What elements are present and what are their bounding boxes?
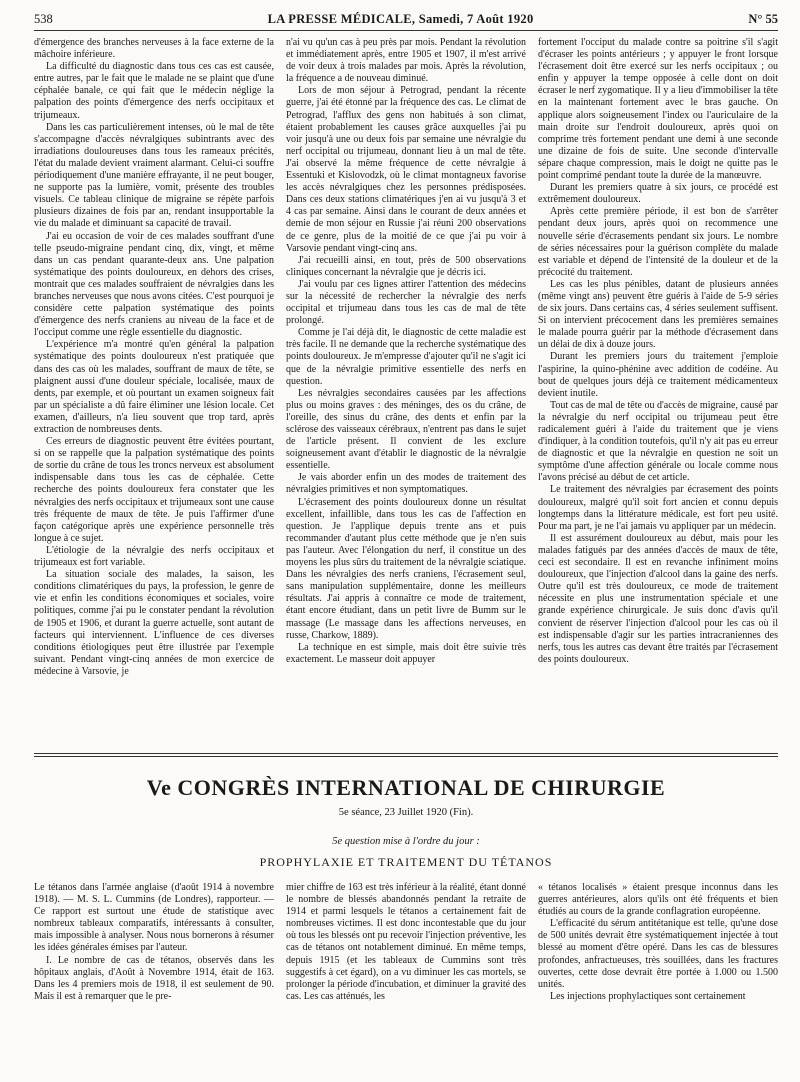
paragraph: Après cette première période, il est bon de s'arrêter pendant deux jours, après quoi on recommence une nouvelle série d'écrasements pendant six jours. Le nombre de séries nécessaires pour la guérison complète du malade est variable et dépend de l'intensité de la douleur et de la précocité du traitement. (538, 206, 778, 278)
paragraph: J'ai eu occasion de voir de ces malades souffrant d'une telle pseudo-migraine pendant cinq, dix, vingt, et même dans un cas pendant quarante-deux ans. Une palpation systématique des points douloureux, en dehors des crises, montrait que ces malades souffraient de névralgies dans les branches nerveuses que nous avons citées. C'est pourquoi je considère cette palpation systématique des points d'émergence des nerfs craniens au niveau de la face et de l'occiput comme une règle essentielle du diagnostic. (34, 230, 274, 339)
section-divider (34, 753, 778, 757)
paragraph: Comme je l'ai déjà dit, le diagnostic de cette maladie est très facile. Il ne demande que la recherche systématique des points douloureux. Je m'empresse d'ajouter qu'il ne s'agit ici que de la névralgie primitive essentielle des nerfs en question. (286, 327, 526, 387)
paragraph: Les névralgies secondaires causées par les affections plus ou moins graves : des méninges, des os du crâne, de l'oreille, des sinus du crâne, des dents et enfin par la sclérose des vaisseaux cérébraux, n'entrent pas dans le sujet de l'article présent. Il convient de les exclure soigneusement avant d'établir le diagnostic de la névralgie essentielle. (286, 387, 526, 472)
paragraph: Ces erreurs de diagnostic peuvent être évitées pourtant, si on se rappelle que la palpation systématique des points de sortie du crâne de tous les troncs nerveux est absolument indispensable dans tous les cas de céphalée. Cette recherche des points douloureux fera constater que les névralgies des nerfs occipitaux et trijumeaux sont une cause très fréquente de maux de tête. Je puis l'affirmer d'une façon catégorique après une expérience personnelle très longue à ce sujet. (34, 436, 274, 544)
article-columns (34, 37, 778, 747)
congress-section-header (34, 775, 778, 870)
paragraph: « tétanos localisés » étaient presque inconnus dans les guerres antérieures, alors qu'ils ont été fréquents et bien étudiés au cours de la grande conflagration européenne. (538, 882, 778, 918)
congress-title: Ve CONGRÈS INTERNATIONAL DE CHIRURGIE (146, 775, 666, 800)
report-column-1 (34, 882, 274, 1052)
subject-heading: PROPHYLAXIE ET TRAITEMENT DU TÉTANOS (259, 855, 553, 869)
paragraph: Le tétanos dans l'armée anglaise (d'août 1914 à novembre 1918). — M. S. L. Cummins (de Londres), rapporteur. — Ce rapport est surtout une étude de statistique avec nombreux tableaux comparatifs, intéressants à consulter, mais impossible à analyser. Nous nous bornerons à résumer les idées générales émises par l'auteur. (34, 882, 274, 954)
page-number: 538 (34, 11, 53, 26)
report-column-2 (286, 882, 526, 1052)
report-column-3 (538, 882, 778, 1052)
paragraph: La situation sociale des malades, la saison, les conditions climatériques du pays, la profession, le genre de vie et enfin les conditions économiques et sociales, voire politiques, comme j'ai pu le constater pendant la révolution de 1905 et 1906, et durant la guerre actuelle, sont autant de facteurs qui interviennent. L'influence de ces diverses conditions étiologiques peut être illustrée par l'exemple suivant. Pendant vingt-cinq années de mon exercice de médecine à Varsovie, je (34, 569, 274, 677)
issue-number: N° 55 (748, 11, 778, 26)
paragraph: L'expérience m'a montré qu'en général la palpation systématique des points douloureux n'est pratiquée que dans des cas où les malades, souffrant de maux de tête, se plaignent aussi d'une douleur spéciale, localisée, maux de dents, par exemple, et où pourtant un examen soigneux fait par un spécialiste a dû faire éliminer une lésion locale. Cet examen, d'ailleurs, n'a lieu souvent que trop tard, après extraction de nombreuses dents. (34, 339, 274, 435)
paragraph: d'émergence des branches nerveuses à la face externe de la mâchoire inférieure. (34, 37, 274, 61)
paragraph: L'efficacité du sérum antitétanique est telle, qu'une dose de 500 unités devrait être systématiquement injectée à tout blessé au moment d'être opéré. Dans les cas de blessures profondes, anfractueuses, très souillées, dans les fractures ouvertes, cette dose devrait être portée à 1.000 ou 1.500 unités. (538, 918, 778, 990)
page-header (34, 8, 778, 31)
paragraph: Les injections prophylactiques sont certainement (550, 990, 746, 1002)
report-columns (34, 882, 778, 1052)
article-column-1 (34, 37, 274, 747)
paragraph: Le traitement des névralgies par écrasement des points douloureux, malgré qu'il soit fort ancien et connu depuis longtemps dans la littérature médicale, est fort peu usité. Pour ma part, je ne l'ai jamais vu appliquer par un médecin. (538, 484, 778, 532)
paragraph: n'ai vu qu'un cas à peu près par mois. Pendant la révolution et immédiatement après, entre 1905 et 1907, il m'est arrivé de voir deux à trois malades par mois. Après la révolution, la fréquence a de nouveau diminué. (286, 37, 526, 85)
paragraph: Il est assurément douloureux au début, mais pour les malades fatigués par des années d'accès de maux de tête, ceci est secondaire. Il est en revanche infiniment moins douloureux, que l'injection d'alcool dans la gaine des nerfs. Outre qu'il est très douloureux, ce mode de traitement nécessite en plus une instrumentation spéciale et une grande expérience chirurgicale. Je suis donc d'avis qu'il convient de réserver l'injection d'alcool pour les cas où il est indispensable d'agir sur les parties intracraniennes des nerfs, tous les autres cas devant être traités par l'écrasement des points douloureux. (538, 532, 778, 665)
journal-title: LA PRESSE MÉDICALE, Samedi, 7 Août 1920 (267, 11, 534, 26)
paragraph: La technique en est simple, mais doit être suivie très exactement. Le masseur doit appuyer (286, 641, 526, 665)
paragraph: La difficulté du diagnostic dans tous ces cas est causée, entre autres, par le fait que le malade ne se plaint que d'une céphalée banale, ce qui fait que le médecin néglige la palpation des points d'émergence des nerfs occipitaux et trijumeaux. (34, 61, 274, 121)
paragraph: I. Le nombre de cas de tétanos, observés dans les hôpitaux anglais, d'Août à Novembre 1914, était de 163. Dans les 4 premiers mois de 1918, il est seulement de 90. Mais il est à remarquer que le pre- (34, 954, 274, 1002)
paragraph: Je vais aborder enfin un des modes de traitement des névralgies primitives et non symptomatiques. (286, 472, 526, 496)
paragraph: Lors de mon séjour à Petrograd, pendant la récente guerre, j'ai été étonné par la fréquence des cas. Le climat de Petrograd, l'afflux des gens non habitués à son climat, étaient probablement les causes grâce auxquelles j'ai pu voir jusqu'à une ou deux fois par semaine une névralgie du nerf occipital ou trijumeau, donnant lieu à un mal de tête. J'ai observé la même fréquence de cette névralgie à Essentuki et Kislovodzk, où le climat montagneux favorise les accès névralgiques chez les personnes prédisposées. Dans ces deux stations climatériques j'en ai vu jusqu'à 3 et 4 cas par semaine. Ainsi dans le courant de deux années et demie de mon séjour en Russie j'ai réuni 200 observations de ce genre, plus de la moitié de ce que j'ai pu voir à Varsovie pendant vingt-cinq ans. (286, 85, 526, 254)
paragraph: mier chiffre de 163 est très inférieur à la réalité, étant donné le nombre de blessés abandonnés pendant la retraite de 1914 et parmi lesquels le tétanos a certainement fait de nombreuses victimes. Il est donc incontestable que du jour où tous les blessés ont pu recevoir l'injection préventive, les cas de tétanos ont notablement diminué. En même temps, depuis 1915 (et les tableaux de Cummins sont très suggestifs à cet égard), on a vu diminuer les cas mortels, se prolonger la période d'incubation, et diminuer la gravité des cas. Les cas atténués, les (286, 882, 526, 1002)
session-line: 5e séance, 23 Juillet 1920 (Fin). (338, 807, 474, 818)
paragraph: Durant les premiers jours du traitement j'emploie l'aspirine, la quino-phénine avec addition de codéine. Au bout de quelques jours déjà ce traitement médicamenteux devient inutile. (538, 351, 778, 399)
question-line: 5e question mise à l'ordre du jour : (332, 836, 480, 847)
paragraph: Tout cas de mal de tête ou d'accès de migraine, causé par la névralgie du nerf occipital ou trijumeau peut être radicalement guéri à l'aide du traitement que je viens d'indiquer, à la condition toutefois, qu'il n'y ait pas eu erreur de diagnostic et que la névralgie en question ne soit un symptôme d'une affection générale ou locale comme nous l'avons précisé au début de cet article. (538, 399, 778, 484)
article-column-2 (286, 37, 526, 747)
paragraph: fortement l'occiput du malade contre sa poitrine s'il s'agit d'écraser les points antérieurs ; y appuyer le front lorsque l'écrasement doit être exercé sur les nerfs occipitaux ; ou enfin y appuyer la tempe opposée à celle dont on doit écraser le nerf zygomatique. Il y a lieu d'immobiliser la tête en la maintenant fortement avec le bras gauche. On applique alors soigneusement l'index ou l'auriculaire de la main droite sur l'endroit douloureux, après quoi on comprime très fortement pendant une demi à une seconde une dizaine de fois de suite. Une seconde d'intervalle sépare chaque compression, mais le doigt ne quitte pas le point comprimé pendant toute la durée de la manœuvre. (538, 37, 778, 182)
paragraph: Dans les cas particulièrement intenses, où le mal de tête s'accompagne d'accès névralgiques subintrants avec des irradiations douloureuses dans tous les rameaux précités, l'état du malade devient vraiment alarmant. Celui-ci souffre périodiquement d'une manière effrayante, il ne peut bouger, ne supporte pas la lumière, vomit, présente des troubles visuels. Ce tableau clinique de migraine se répète parfois plusieurs dizaines de fois par an, rendant insupportable la vie du malade et diminuant sa capacité de travail. (34, 121, 274, 230)
paragraph: Durant les premiers quatre à six jours, ce procédé est extrêmement douloureux. (538, 182, 778, 206)
paragraph: L'étiologie de la névralgie des nerfs occipitaux et trijumeaux est fort variable. (34, 544, 274, 569)
paragraph: J'ai voulu par ces lignes attirer l'attention des médecins sur la nécessité de rechercher la névralgie des nerfs occipital et trijumeau dans tous les cas de mal de tête prolongé. (286, 278, 526, 327)
paragraph: J'ai recueilli ainsi, en tout, près de 500 observations cliniques concernant la névralgie que je décris ici. (286, 254, 526, 278)
paragraph: Les cas les plus pénibles, datant de plusieurs années (même vingt ans) peuvent être guéris à l'aide de 5-9 séries de six jours. Dans certains cas, 4 séries seulement suffisent. Si on intervient précocement dans les premières semaines le malade pourra guérir par la méthode d'écrasement dans un délai de dix à douze jours. (538, 278, 778, 351)
paragraph: L'écrasement des points douloureux donne un résultat excellent, infaillible, dans tous les cas de l'affection en question. Je l'applique depuis trente ans et puis recommander d'autant plus cette méthode que je n'en suis pas l'auteur. Avec l'élongation du nerf, il constitue un des moyens les plus sûrs du traitement de la névralgie sciatique. Dans les névralgies des nerfs craniens, l'écrasement seul, sans manipulation supplémentaire, donne les meilleurs résultats. J'ai appris à connaître ce mode de traitement, étant encore étudiant, dans un petit livre de Bumm sur le massage (Le massage dans les affections nerveuses, en russe, Charkow, 1889). (286, 496, 526, 641)
article-column-3 (538, 37, 778, 747)
